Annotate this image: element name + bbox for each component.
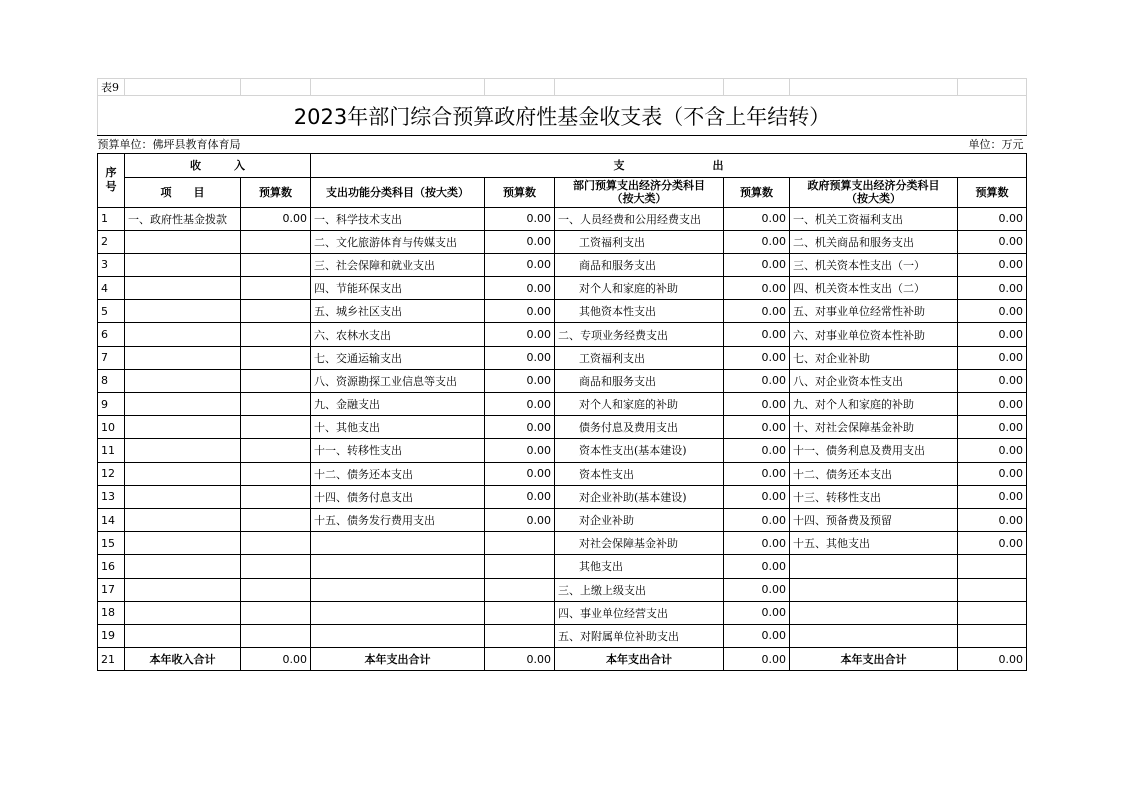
gov-econ-header-line2: （按大类） — [846, 192, 901, 205]
func-value: 0.00 — [485, 323, 555, 346]
gov-econ-header — [790, 177, 958, 207]
table-number-row — [98, 79, 1027, 96]
row-seq: 15 — [98, 532, 125, 555]
dept-item: 四、事业单位经营支出 — [555, 601, 724, 624]
total-seq: 21 — [98, 648, 125, 671]
func-value: 0.00 — [485, 393, 555, 416]
gov-item — [790, 624, 958, 647]
dept-value: 0.00 — [724, 485, 790, 508]
dept-value: 0.00 — [724, 416, 790, 439]
dept-item: 债务付息及费用支出 — [555, 416, 724, 439]
func-value: 0.00 — [485, 416, 555, 439]
func-value: 0.00 — [485, 462, 555, 485]
header-row-2 — [98, 177, 1027, 207]
row-seq: 16 — [98, 555, 125, 578]
gov-value — [958, 601, 1027, 624]
income-value — [241, 439, 311, 462]
seq-header: 序号 — [98, 153, 125, 207]
func-value: 0.00 — [485, 369, 555, 392]
func-value: 0.00 — [485, 439, 555, 462]
dept-item: 工资福利支出 — [555, 346, 724, 369]
income-value — [241, 300, 311, 323]
dept-econ-header-line1: 部门预算支出经济分类科目 — [573, 179, 705, 192]
income-value — [241, 416, 311, 439]
income-item — [125, 624, 241, 647]
item-header: 项 目 — [125, 177, 241, 207]
gov-item — [790, 555, 958, 578]
gov-value: 0.00 — [958, 300, 1027, 323]
title-row — [98, 96, 1027, 136]
dept-item: 商品和服务支出 — [555, 253, 724, 276]
income-item — [125, 555, 241, 578]
dept-item: 工资福利支出 — [555, 230, 724, 253]
gov-item: 三、机关资本性支出（一） — [790, 253, 958, 276]
row-seq: 8 — [98, 369, 125, 392]
income-value — [241, 393, 311, 416]
income-item — [125, 393, 241, 416]
func-budget-header: 预算数 — [485, 177, 555, 207]
income-item — [125, 532, 241, 555]
row-seq: 17 — [98, 578, 125, 601]
income-item — [125, 300, 241, 323]
func-item: 一、科学技术支出 — [311, 207, 485, 230]
budget-unit-label: 预算单位：佛坪县教育体育局 — [97, 138, 241, 152]
table-row — [98, 601, 1027, 624]
dept-value: 0.00 — [724, 578, 790, 601]
income-value — [241, 253, 311, 276]
row-seq: 6 — [98, 323, 125, 346]
income-value — [241, 323, 311, 346]
dept-value: 0.00 — [724, 207, 790, 230]
row-seq: 14 — [98, 508, 125, 531]
table-row — [98, 277, 1027, 300]
func-item: 十二、债务还本支出 — [311, 462, 485, 485]
gov-econ-header-line1: 政府预算支出经济分类科目 — [807, 179, 940, 192]
table-row — [98, 369, 1027, 392]
func-value: 0.00 — [485, 207, 555, 230]
unit-row — [98, 136, 1027, 153]
row-seq: 10 — [98, 416, 125, 439]
budget-grid — [97, 153, 1027, 672]
income-total-value: 0.00 — [241, 648, 311, 671]
dept-item: 其他资本性支出 — [555, 300, 724, 323]
row-seq: 1 — [98, 207, 125, 230]
func-value: 0.00 — [485, 277, 555, 300]
func-value: 0.00 — [485, 253, 555, 276]
func-item: 五、城乡社区支出 — [311, 300, 485, 323]
gov-value: 0.00 — [958, 207, 1027, 230]
func-value: 0.00 — [485, 508, 555, 531]
row-seq: 2 — [98, 230, 125, 253]
dept-econ-header-line2: （按大类） — [611, 192, 667, 205]
row-seq: 9 — [98, 393, 125, 416]
func-value — [485, 578, 555, 601]
income-value — [241, 555, 311, 578]
table-row — [98, 462, 1027, 485]
gov-item: 十二、债务还本支出 — [790, 462, 958, 485]
table-row — [98, 532, 1027, 555]
dept-item: 资本性支出(基本建设) — [555, 439, 724, 462]
gov-item — [790, 578, 958, 601]
gov-item: 七、对企业补助 — [790, 346, 958, 369]
dept-total-label: 本年支出合计 — [555, 648, 724, 671]
func-item — [311, 578, 485, 601]
income-total-label: 本年收入合计 — [125, 648, 241, 671]
gov-value: 0.00 — [958, 253, 1027, 276]
table-row — [98, 485, 1027, 508]
gov-value — [958, 624, 1027, 647]
table-row — [98, 508, 1027, 531]
income-item — [125, 369, 241, 392]
dept-item: 资本性支出 — [555, 462, 724, 485]
gov-item — [790, 601, 958, 624]
table-row — [98, 253, 1027, 276]
gov-value: 0.00 — [958, 369, 1027, 392]
income-value — [241, 532, 311, 555]
gov-total-label: 本年支出合计 — [790, 648, 958, 671]
dept-item: 三、上缴上级支出 — [555, 578, 724, 601]
income-item — [125, 253, 241, 276]
row-seq: 12 — [98, 462, 125, 485]
dept-value: 0.00 — [724, 277, 790, 300]
income-item — [125, 462, 241, 485]
dept-value: 0.00 — [724, 462, 790, 485]
table-row — [98, 578, 1027, 601]
func-item: 十、其他支出 — [311, 416, 485, 439]
gov-item: 十一、债务利息及费用支出 — [790, 439, 958, 462]
row-seq: 7 — [98, 346, 125, 369]
table-row — [98, 207, 1027, 230]
table-row — [98, 439, 1027, 462]
gov-value: 0.00 — [958, 508, 1027, 531]
income-item — [125, 485, 241, 508]
dept-item: 其他支出 — [555, 555, 724, 578]
income-item — [125, 439, 241, 462]
total-row — [98, 648, 1027, 671]
func-item: 九、金融支出 — [311, 393, 485, 416]
gov-value — [958, 578, 1027, 601]
table-row — [98, 555, 1027, 578]
func-item: 七、交通运输支出 — [311, 346, 485, 369]
dept-total-value: 0.00 — [724, 648, 790, 671]
gov-item: 六、对事业单位资本性补助 — [790, 323, 958, 346]
income-value — [241, 508, 311, 531]
dept-item: 对企业补助 — [555, 508, 724, 531]
dept-value: 0.00 — [724, 439, 790, 462]
func-item — [311, 555, 485, 578]
row-seq: 5 — [98, 300, 125, 323]
func-item: 八、资源勘探工业信息等支出 — [311, 369, 485, 392]
budget-table — [97, 78, 1027, 153]
dept-item: 二、专项业务经费支出 — [555, 323, 724, 346]
row-seq: 19 — [98, 624, 125, 647]
func-item: 十一、转移性支出 — [311, 439, 485, 462]
dept-item: 对个人和家庭的补助 — [555, 393, 724, 416]
func-total-label: 本年支出合计 — [311, 648, 485, 671]
func-value — [485, 601, 555, 624]
dept-value: 0.00 — [724, 555, 790, 578]
gov-item: 十三、转移性支出 — [790, 485, 958, 508]
gov-value: 0.00 — [958, 393, 1027, 416]
dept-value: 0.00 — [724, 624, 790, 647]
income-value — [241, 485, 311, 508]
dept-econ-header — [555, 177, 724, 207]
income-value — [241, 578, 311, 601]
gov-value: 0.00 — [958, 532, 1027, 555]
income-item — [125, 578, 241, 601]
dept-item: 五、对附属单位补助支出 — [555, 624, 724, 647]
func-value — [485, 555, 555, 578]
gov-value: 0.00 — [958, 416, 1027, 439]
gov-item: 十五、其他支出 — [790, 532, 958, 555]
gov-item: 五、对事业单位经常性补助 — [790, 300, 958, 323]
dept-item: 对企业补助(基本建设) — [555, 485, 724, 508]
func-item: 十五、债务发行费用支出 — [311, 508, 485, 531]
dept-value: 0.00 — [724, 393, 790, 416]
gov-value: 0.00 — [958, 462, 1027, 485]
income-header: 收 入 — [125, 153, 311, 177]
income-value — [241, 624, 311, 647]
dept-value: 0.00 — [724, 253, 790, 276]
gov-item: 八、对企业资本性支出 — [790, 369, 958, 392]
row-seq: 13 — [98, 485, 125, 508]
row-seq: 18 — [98, 601, 125, 624]
func-value: 0.00 — [485, 346, 555, 369]
row-seq: 4 — [98, 277, 125, 300]
income-value: 0.00 — [241, 207, 311, 230]
func-value: 0.00 — [485, 230, 555, 253]
income-value — [241, 601, 311, 624]
table-row — [98, 300, 1027, 323]
dept-value: 0.00 — [724, 369, 790, 392]
gov-item: 二、机关商品和服务支出 — [790, 230, 958, 253]
func-item: 六、农林水支出 — [311, 323, 485, 346]
income-item — [125, 508, 241, 531]
income-item: 一、政府性基金拨款 — [125, 207, 241, 230]
table-row — [98, 624, 1027, 647]
gov-total-value: 0.00 — [958, 648, 1027, 671]
gov-value: 0.00 — [958, 485, 1027, 508]
gov-item: 一、机关工资福利支出 — [790, 207, 958, 230]
row-seq: 11 — [98, 439, 125, 462]
gov-value: 0.00 — [958, 230, 1027, 253]
func-item: 三、社会保障和就业支出 — [311, 253, 485, 276]
func-total-value: 0.00 — [485, 648, 555, 671]
budget-sheet — [97, 78, 1026, 671]
gov-value — [958, 555, 1027, 578]
expense-header: 支 出 — [311, 153, 1027, 177]
func-item: 十四、债务付息支出 — [311, 485, 485, 508]
income-value — [241, 346, 311, 369]
dept-item: 一、人员经费和公用经费支出 — [555, 207, 724, 230]
table-body — [98, 207, 1027, 648]
dept-value: 0.00 — [724, 300, 790, 323]
income-value — [241, 369, 311, 392]
table-row — [98, 323, 1027, 346]
dept-value: 0.00 — [724, 323, 790, 346]
func-item — [311, 532, 485, 555]
gov-item: 四、机关资本性支出（二） — [790, 277, 958, 300]
income-budget-header: 预算数 — [241, 177, 311, 207]
func-value: 0.00 — [485, 485, 555, 508]
gov-value: 0.00 — [958, 277, 1027, 300]
func-value — [485, 532, 555, 555]
gov-item: 十、对社会保障基金补助 — [790, 416, 958, 439]
gov-item: 九、对个人和家庭的补助 — [790, 393, 958, 416]
income-item — [125, 323, 241, 346]
income-item — [125, 346, 241, 369]
table-row — [98, 393, 1027, 416]
dept-item: 对个人和家庭的补助 — [555, 277, 724, 300]
func-item: 二、文化旅游体育与传媒支出 — [311, 230, 485, 253]
dept-value: 0.00 — [724, 532, 790, 555]
unit-right-label: 单位：万元 — [968, 138, 1024, 152]
income-item — [125, 230, 241, 253]
dept-value: 0.00 — [724, 508, 790, 531]
dept-budget-header: 预算数 — [724, 177, 790, 207]
income-value — [241, 230, 311, 253]
gov-value: 0.00 — [958, 346, 1027, 369]
func-item: 四、节能环保支出 — [311, 277, 485, 300]
row-seq: 3 — [98, 253, 125, 276]
gov-value: 0.00 — [958, 439, 1027, 462]
dept-value: 0.00 — [724, 346, 790, 369]
table-number: 表9 — [98, 79, 125, 96]
table-row — [98, 230, 1027, 253]
func-item — [311, 601, 485, 624]
dept-value: 0.00 — [724, 601, 790, 624]
income-item — [125, 601, 241, 624]
dept-item: 对社会保障基金补助 — [555, 532, 724, 555]
gov-value: 0.00 — [958, 323, 1027, 346]
gov-budget-header: 预算数 — [958, 177, 1027, 207]
func-value: 0.00 — [485, 300, 555, 323]
func-class-header: 支出功能分类科目（按大类） — [311, 177, 485, 207]
table-row — [98, 346, 1027, 369]
income-item — [125, 416, 241, 439]
header-row-1 — [98, 153, 1027, 177]
dept-item: 商品和服务支出 — [555, 369, 724, 392]
func-item — [311, 624, 485, 647]
table-row — [98, 416, 1027, 439]
func-value — [485, 624, 555, 647]
gov-item: 十四、预备费及预留 — [790, 508, 958, 531]
page-title: 2023年部门综合预算政府性基金收支表（不含上年结转） — [98, 96, 1027, 136]
income-value — [241, 277, 311, 300]
income-item — [125, 277, 241, 300]
income-value — [241, 462, 311, 485]
dept-value: 0.00 — [724, 230, 790, 253]
